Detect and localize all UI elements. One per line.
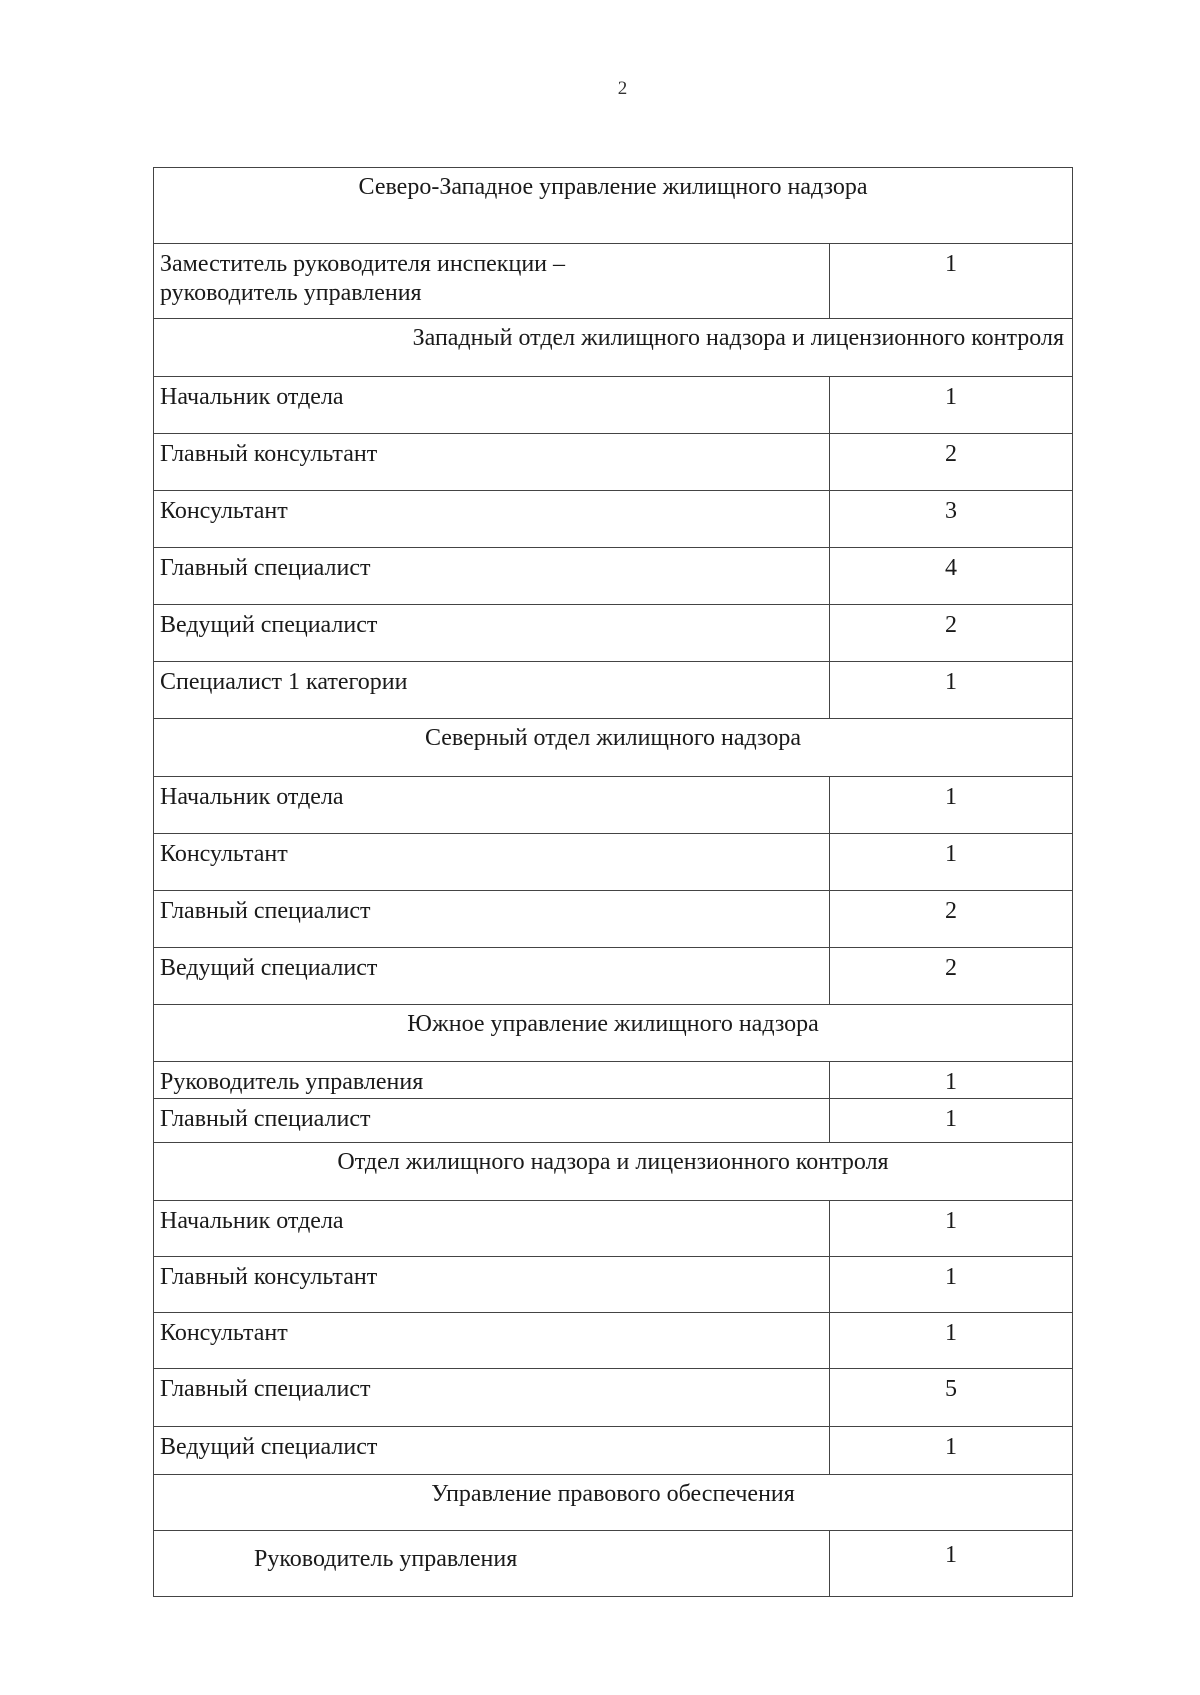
table-row: [154, 490, 1072, 547]
count-cell: 2: [945, 441, 957, 467]
count-cell: 2: [945, 898, 957, 924]
count-cell: 2: [945, 612, 957, 638]
count-cell: 1: [945, 1208, 957, 1234]
section-title-row: [154, 168, 1072, 243]
count-cell: 1: [945, 1542, 957, 1568]
table-row: [154, 1200, 1072, 1256]
position-cell: Консультант: [154, 491, 830, 547]
table-row: [154, 1530, 1072, 1596]
section-title: Южное управление жилищного надзора: [407, 1011, 819, 1037]
table-row: [154, 833, 1072, 890]
section-title: Управление правового обеспечения: [431, 1481, 795, 1507]
section-title-row: [154, 1474, 1072, 1530]
position-cell: Начальник отдела: [154, 377, 830, 433]
table-row: [154, 1256, 1072, 1312]
table-row: [154, 890, 1072, 947]
table-row: [154, 1098, 1072, 1142]
table-row: [154, 243, 1072, 318]
table-row: [154, 433, 1072, 490]
position-cell: Главный специалист: [154, 891, 830, 947]
position-cell: Заместитель руководителя инспекции – руководитель управления: [154, 244, 830, 318]
section-title: Отдел жилищного надзора и лицензионного контроля: [337, 1149, 889, 1175]
count-cell: 1: [945, 384, 957, 410]
table-row: [154, 1061, 1072, 1098]
count-cell: 1: [945, 1320, 957, 1346]
table-row: [154, 1368, 1072, 1426]
table-row: [154, 547, 1072, 604]
count-cell: 2: [945, 955, 957, 981]
count-cell: 4: [945, 555, 957, 581]
position-cell: Главный консультант: [154, 434, 830, 490]
page-number: 2: [617, 78, 628, 99]
section-title: Северо-Западное управление жилищного надзора: [358, 174, 868, 200]
position-cell: Руководитель управления: [154, 1062, 830, 1098]
count-cell: 3: [945, 498, 957, 524]
position-cell: Главный специалист: [154, 548, 830, 604]
table-row: [154, 1312, 1072, 1368]
table-row: [154, 604, 1072, 661]
count-cell: 5: [945, 1376, 957, 1402]
position-cell: Начальник отдела: [154, 1201, 830, 1256]
position-cell: Ведущий специалист: [154, 948, 830, 1004]
position-cell: Начальник отдела: [154, 777, 830, 833]
table-row: [154, 376, 1072, 433]
section-title: Западный отдел жилищного надзора и лицензионного контроля: [412, 325, 1064, 351]
section-title-row: [154, 718, 1072, 776]
count-cell: 1: [945, 251, 957, 277]
position-cell: Консультант: [154, 1313, 830, 1368]
count-cell: 1: [945, 1069, 957, 1095]
table-row: [154, 661, 1072, 718]
section-title-row: [154, 1004, 1072, 1061]
count-cell: 1: [945, 1264, 957, 1290]
table-row: [154, 776, 1072, 833]
count-cell: 1: [945, 1434, 957, 1460]
staff-table: [153, 167, 1073, 1597]
section-title: Северный отдел жилищного надзора: [424, 725, 802, 751]
section-title-row: [154, 1142, 1072, 1200]
position-cell: Специалист 1 категории: [154, 662, 830, 718]
section-title-row: [154, 318, 1072, 376]
table-row: [154, 947, 1072, 1004]
position-cell: Главный консультант: [154, 1257, 830, 1312]
count-cell: 1: [945, 841, 957, 867]
position-cell: Главный специалист: [154, 1369, 830, 1426]
position-cell: Ведущий специалист: [154, 605, 830, 661]
position-cell: Руководитель управления: [154, 1531, 830, 1596]
position-cell: Ведущий специалист: [154, 1427, 830, 1474]
position-cell: Главный специалист: [154, 1099, 830, 1142]
count-cell: 1: [945, 669, 957, 695]
count-cell: 1: [945, 1106, 957, 1132]
position-cell: Консультант: [154, 834, 830, 890]
count-cell: 1: [945, 784, 957, 810]
table-row: [154, 1426, 1072, 1474]
